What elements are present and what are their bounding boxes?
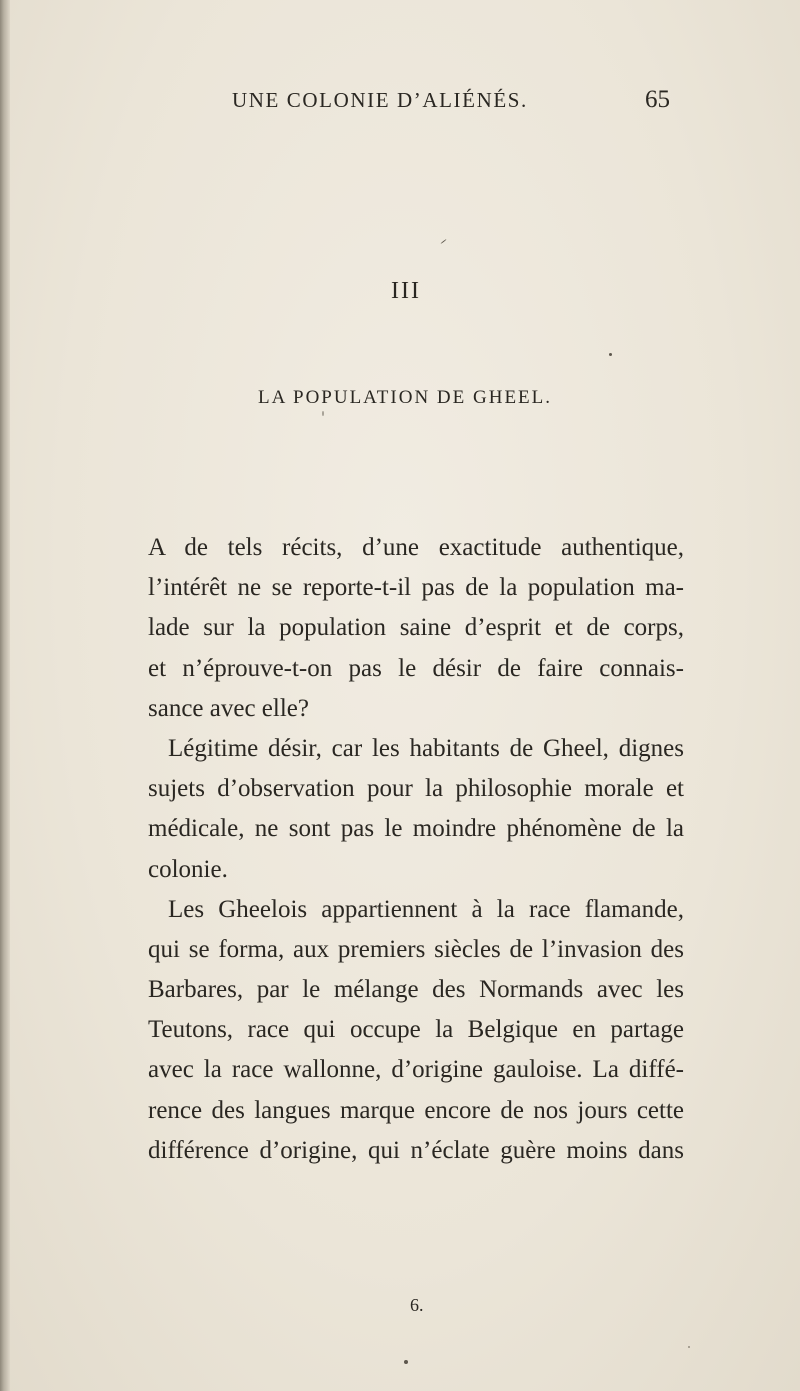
text-line: Barbares, par le mélange des Normands avec les — [148, 976, 684, 1004]
text-line: Les Gheelois appartiennent à la race flamande, — [168, 895, 684, 923]
text-line: Légitime désir, car les habitants de Gheel, dignes — [168, 734, 684, 762]
paper-speck — [404, 1360, 408, 1364]
paper-speck — [322, 411, 324, 416]
text-line: sance avec elle? — [148, 694, 309, 722]
text-line: rence des langues marque encore de nos jours cette — [148, 1096, 684, 1124]
text-line: sujets d’observation pour la philosophie morale et — [148, 775, 684, 803]
page-binding-edge — [0, 0, 10, 1391]
text-line: médicale, ne sont pas le moindre phénomène de la — [148, 815, 684, 843]
chapter-title: LA POPULATION DE GHEEL. — [257, 387, 553, 408]
text-line: A de tels récits, d’une exactitude authentique, — [148, 534, 684, 561]
text-line: lade sur la population saine d’esprit et de corps, — [148, 614, 684, 642]
text-line: avec la race wallonne, d’origine gauloise. La diffé- — [148, 1056, 684, 1084]
text-line: différence d’origine, qui n’éclate guère moins dans — [148, 1136, 684, 1164]
paper-speck — [609, 353, 612, 356]
paper-speck — [440, 239, 446, 244]
chapter-number: III — [391, 278, 421, 304]
text-line: et n’éprouve-t-on pas le désir de faire connais- — [148, 654, 684, 682]
text-line: colonie. — [148, 855, 228, 883]
page-number: 65 — [645, 86, 670, 113]
paper-speck — [688, 1346, 690, 1348]
running-head — [0, 80, 800, 120]
body-text — [148, 528, 684, 1171]
text-line: Teutons, race qui occupe la Belgique en partage — [148, 1016, 684, 1044]
text-line: qui se forma, aux premiers siècles de l’invasion des — [148, 935, 684, 963]
running-title: UNE COLONIE D’ALIÉNÉS. — [232, 88, 528, 112]
text-line: l’intérêt ne se reporte-t-il pas de la population ma- — [148, 574, 684, 602]
signature-mark: 6. — [410, 1295, 424, 1315]
